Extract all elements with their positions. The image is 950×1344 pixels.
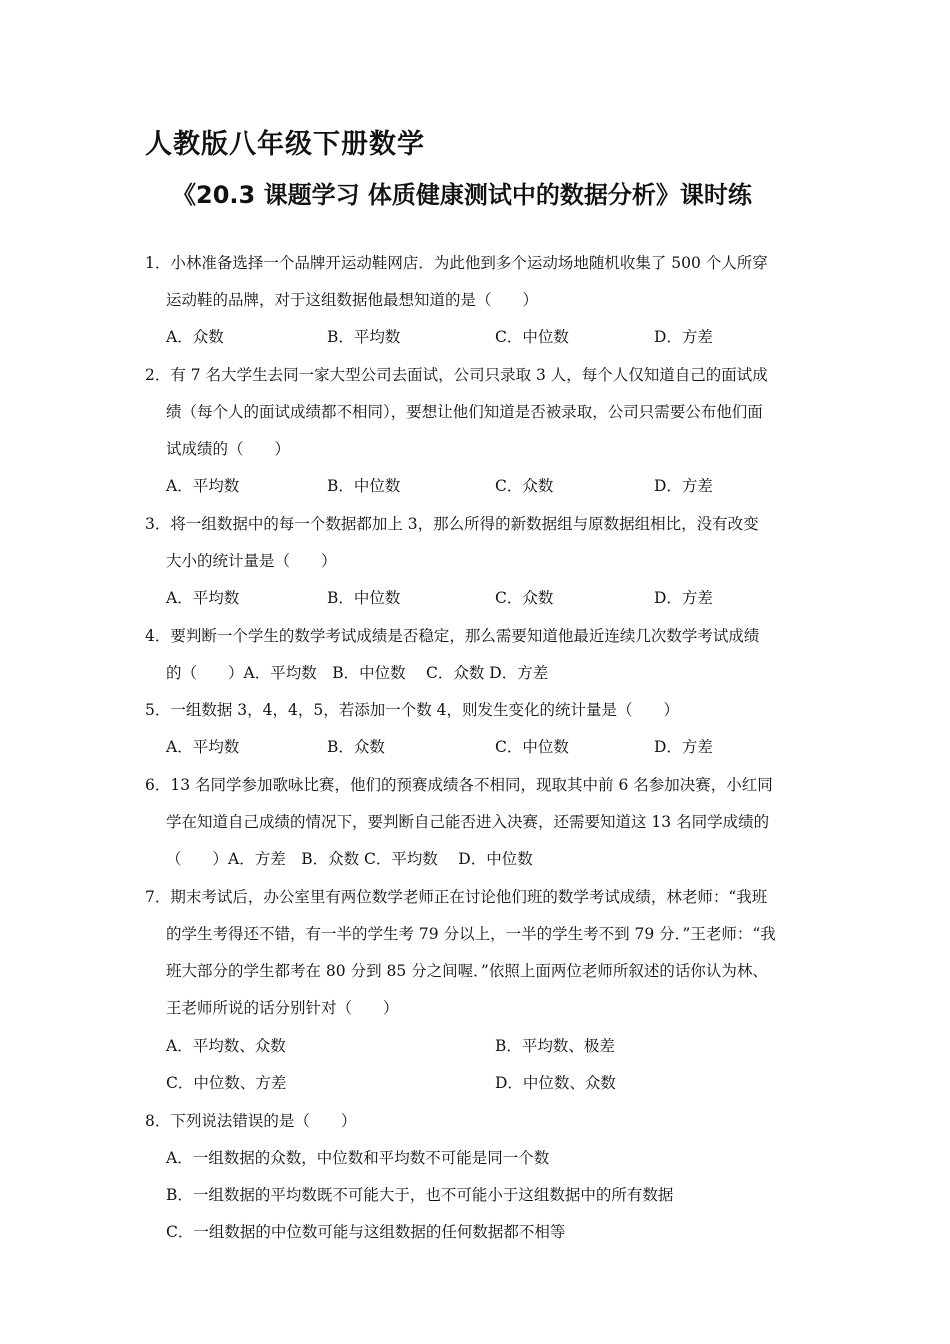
q1-option-c: C．中位数 xyxy=(495,328,569,346)
q1-option-a: A．众数 xyxy=(166,328,224,346)
q8-option-c: C．一组数据的中位数可能与这组数据的任何数据都不相等 xyxy=(166,1223,566,1241)
q8-option-b: B．一组数据的平均数既不可能大于，也不可能小于这组数据中的所有数据 xyxy=(166,1186,674,1204)
q5-option-d: D．方差 xyxy=(654,738,713,756)
q2-line-1: 2．有 7 名大学生去同一家大型公司去面试，公司只录取 3 人，每个人仅知道自己的面试成 xyxy=(145,366,768,384)
q5-line-1: 5．一组数据 3，4，4，5，若添加一个数 4，则发生变化的统计量是（ ） xyxy=(145,701,680,719)
q1-option-b: B．平均数 xyxy=(327,328,401,346)
document-subtitle: 《20.3 课题学习 体质健康测试中的数据分析》课时练 xyxy=(172,181,752,209)
q7-line-2: 的学生考得还不错，有一半的学生考 79 分以上，一半的学生考不到 79 分．”王老师：“我 xyxy=(166,925,776,943)
q8-option-a: A．一组数据的众数，中位数和平均数不可能是同一个数 xyxy=(166,1149,550,1167)
q7-line-4: 王老师所说的话分别针对（ ） xyxy=(166,999,399,1017)
q1-line-2: 运动鞋的品牌，对于这组数据他最想知道的是（ ） xyxy=(166,291,539,309)
q5-option-c: C．中位数 xyxy=(495,738,569,756)
q7-option-d: D．中位数、众数 xyxy=(495,1074,616,1092)
q7-option-b: B．平均数、极差 xyxy=(495,1037,615,1055)
q5-option-a: A．平均数 xyxy=(166,738,240,756)
q7-option-a: A．平均数、众数 xyxy=(166,1037,286,1055)
q2-line-2: 绩（每个人的面试成绩都不相同），要想让他们知道是否被录取，公司只需要公布他们面 xyxy=(166,403,763,421)
q1-option-d: D．方差 xyxy=(654,328,713,346)
q1-line-1: 1．小林准备选择一个品牌开运动鞋网店．为此他到多个运动场地随机收集了 500 个人所穿 xyxy=(145,254,768,272)
q2-option-d: D．方差 xyxy=(654,477,713,495)
q3-option-a: A．平均数 xyxy=(166,589,240,607)
q3-option-d: D．方差 xyxy=(654,589,713,607)
q6-line-2: 学在知道自己成绩的情况下，要判断自己能否进入决赛，还需要知道这 13 名同学成绩的 xyxy=(166,813,770,831)
q3-line-1: 3．将一组数据中的每一个数据都加上 3，那么所得的新数据组与原数据组相比，没有改变 xyxy=(145,515,759,533)
q3-option-b: B．中位数 xyxy=(327,589,401,607)
q2-option-c: C．众数 xyxy=(495,477,554,495)
q3-option-c: C．众数 xyxy=(495,589,554,607)
q2-line-3: 试成绩的（ ） xyxy=(166,440,291,458)
q6-line-3: （ ）A．方差 B．众数 C．平均数 D．中位数 xyxy=(166,850,533,868)
q4-line-1: 4．要判断一个学生的数学考试成绩是否稳定，那么需要知道他最近连续几次数学考试成绩 xyxy=(145,627,760,645)
q2-option-a: A．平均数 xyxy=(166,477,240,495)
q7-line-1: 7．期末考试后，办公室里有两位数学老师正在讨论他们班的数学考试成绩，林老师：“我班 xyxy=(145,888,768,906)
q7-option-c: C．中位数、方差 xyxy=(166,1074,287,1092)
q8-line-1: 8．下列说法错误的是（ ） xyxy=(145,1112,357,1130)
q3-line-2: 大小的统计量是（ ） xyxy=(166,552,337,570)
q6-line-1: 6．13 名同学参加歌咏比赛，他们的预赛成绩各不相同，现取其中前 6 名参加决赛，小红同 xyxy=(145,776,773,794)
q5-option-b: B．众数 xyxy=(327,738,385,756)
q2-option-b: B．中位数 xyxy=(327,477,401,495)
q4-line-2: 的（ ）A．平均数 B．中位数 C．众数 D．方差 xyxy=(166,664,549,682)
q7-line-3: 班大部分的学生都考在 80 分到 85 分之间喔．”依照上面两位老师所叙述的话你认为林、 xyxy=(166,962,768,980)
document-title: 人教版八年级下册数学 xyxy=(145,129,425,160)
